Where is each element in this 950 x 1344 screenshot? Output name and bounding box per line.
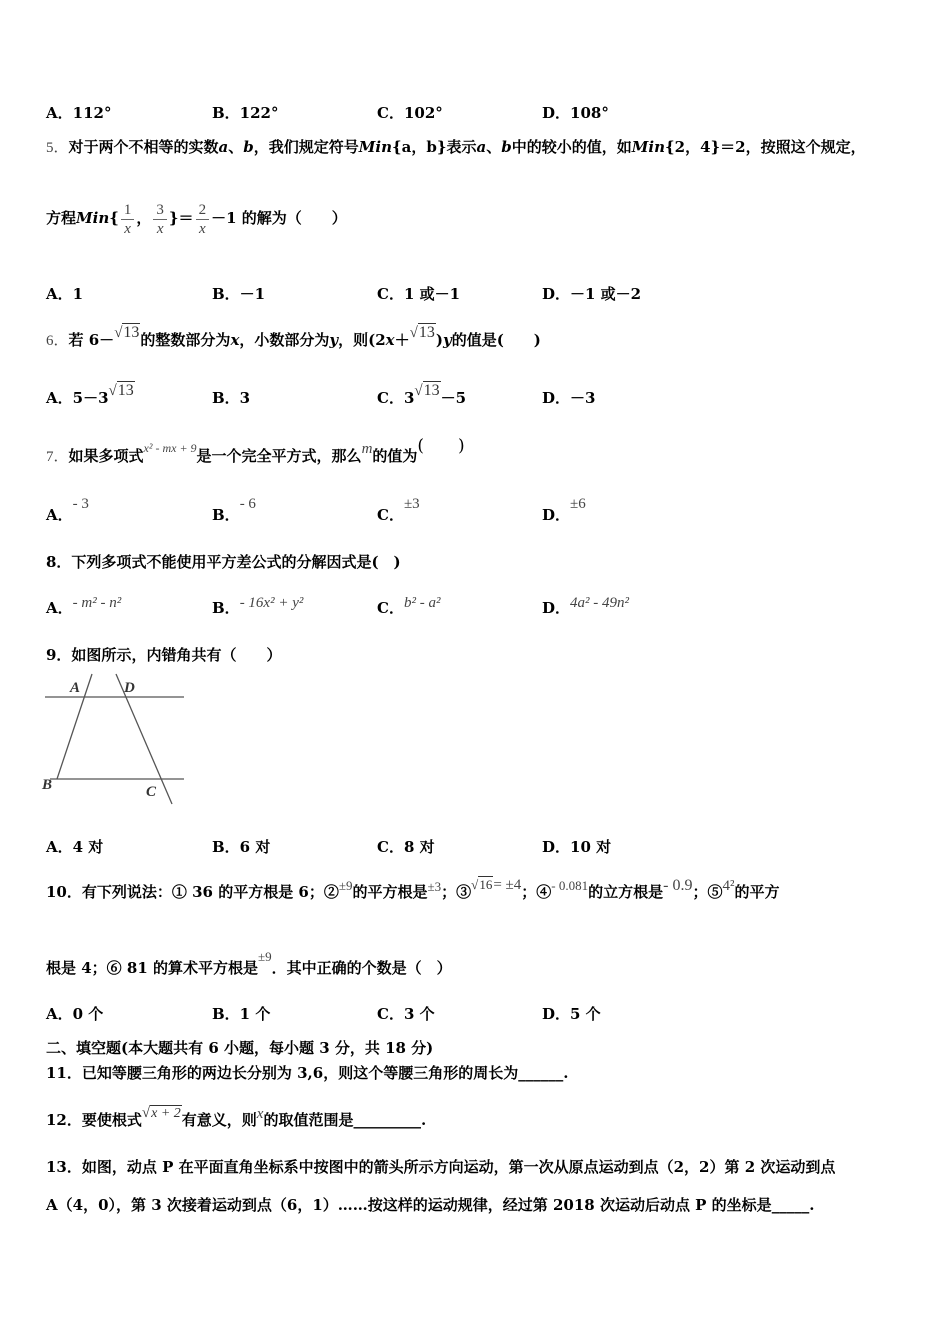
q5-text: 、 — [228, 138, 244, 156]
q6-text: ，则(2 — [338, 331, 386, 349]
label-c: C — [146, 784, 157, 800]
radicand: 13 — [123, 324, 140, 341]
q12-text: 有意义，则 — [181, 1111, 257, 1129]
q10-text: ；③ — [441, 883, 472, 901]
q4-option-c: C．102° — [377, 104, 443, 122]
q5-text: 对于两个不相等的实数 — [68, 138, 219, 156]
option-value: ±6 — [570, 496, 586, 512]
q5-option-a: A．1 — [46, 285, 84, 303]
q5-text: }＝ — [168, 209, 194, 227]
q5-fraction-1 — [121, 201, 135, 238]
q7-expression: x² - mx + 9 — [143, 441, 197, 455]
q5-text: 中的较小的值，如 — [511, 138, 632, 156]
q10-text: 10．有下列说法：① 36 的平方根是 6；② — [46, 883, 339, 901]
q9-option-d: D．10 对 — [542, 838, 612, 856]
q6-text: 的值是( ) — [451, 331, 541, 349]
q5-text: ， — [136, 209, 152, 227]
label-d: D — [124, 680, 135, 696]
q5-option-d: D．－1 或－2 — [542, 285, 642, 303]
q5-var: b — [243, 138, 254, 156]
q10-text: ．其中正确的个数是（ ） — [271, 959, 452, 977]
q10-text: 的平方根是 — [352, 883, 428, 901]
q8-option-b — [212, 590, 303, 627]
radicand: 13 — [117, 382, 134, 399]
q7-number: 7． — [46, 449, 69, 465]
fraction-numerator: 3 — [153, 201, 167, 220]
q5-min: Min — [631, 138, 665, 156]
q5-stem — [46, 137, 866, 158]
q10-option-b: B．1 个 — [212, 1005, 271, 1023]
q10-text: 的立方根是 — [588, 883, 664, 901]
option-label: A． — [46, 599, 73, 617]
q5-option-b: B．－1 — [212, 285, 266, 303]
option-text: A．5－3 — [46, 389, 109, 407]
q12-text: 的取值范围是_________. — [263, 1111, 427, 1129]
q13-stem-line1: 13．如图，动点 P 在平面直角坐标系中按图中的箭头所示方向运动，第一次从原点运动到点（2，2）第 2 次运动到点 — [46, 1158, 836, 1176]
q6-number: 6． — [46, 333, 69, 349]
q9-figure — [40, 672, 190, 807]
q10-option-c: C．3 个 — [377, 1005, 435, 1023]
q8-option-d — [542, 590, 629, 627]
q10-stem-line2 — [46, 949, 452, 979]
q10-expr: ±3 — [427, 879, 442, 894]
fraction-denominator: x — [156, 220, 164, 237]
q13-stem-line2: A（4，0），第 3 次接着运动到点（6，1）……按这样的运动规律，经过第 2018 次运动后动点 P 的坐标是_____. — [46, 1196, 815, 1214]
radicand: 13 — [423, 382, 440, 399]
option-label: A． — [46, 506, 73, 524]
q12-radical: √x + 2 — [141, 1105, 181, 1121]
q11-stem: 11．已知等腰三角形的两边长分别为 3,6，则这个等腰三角形的周长为______. — [46, 1064, 569, 1082]
q10-expr: ±9 — [338, 878, 353, 893]
q7-paren: ( ) — [417, 436, 465, 456]
q10-text: 的平方 — [734, 883, 780, 901]
q10-expr: 4² — [722, 878, 735, 894]
q6-radical: √13 — [108, 382, 134, 399]
q12-stem — [46, 1105, 427, 1132]
fraction-numerator: 2 — [196, 201, 210, 220]
q6-text: ＋ — [394, 331, 410, 349]
q5-min: Min — [76, 209, 110, 227]
option-label: B． — [212, 599, 240, 617]
option-text: C．3 — [377, 389, 415, 407]
option-value: - 16x² + y² — [239, 595, 304, 611]
q7-option-d — [542, 495, 586, 536]
q6-option-c — [377, 382, 467, 409]
q4-option-b: B．122° — [212, 104, 279, 122]
q6-var: y — [329, 331, 339, 349]
q6-var: y — [442, 331, 452, 349]
q5-option-c: C．1 或－1 — [377, 285, 461, 303]
radicand: x + 2 — [151, 1106, 181, 1121]
q7-text: 是一个完全平方式，那么 — [196, 447, 362, 465]
option-label: D． — [542, 599, 571, 617]
label-a: A — [70, 680, 81, 696]
option-value: 4a² - 49n² — [570, 595, 630, 611]
q10-option-a: A．0 个 — [46, 1005, 104, 1023]
q4-option-d: D．108° — [542, 104, 609, 122]
q10-expr: = ±4 — [493, 877, 522, 893]
q12-var: x — [256, 1106, 264, 1122]
option-value: b² - a² — [403, 595, 441, 611]
radicand: 13 — [418, 324, 435, 341]
q7-option-c — [377, 495, 420, 536]
section-title: 二、填空题(本大题共有 6 小题，每小题 3 分，共 18 分) — [46, 1039, 434, 1057]
q5-text: －1 的解为（ ） — [211, 209, 347, 227]
q9-option-c: C．8 对 — [377, 838, 435, 856]
q7-stem — [46, 436, 465, 467]
q9-stem: 9．如图所示，内错角共有（ ） — [46, 646, 282, 664]
q10-option-d: D．5 个 — [542, 1005, 601, 1023]
q6-radical: √13 — [114, 324, 140, 341]
option-label: D． — [542, 506, 571, 524]
option-value: - 6 — [239, 496, 256, 512]
q10-expr: - 0.9 — [663, 877, 693, 894]
q10-expr: - 0.081 — [551, 878, 589, 893]
q6-radical: √13 — [414, 382, 440, 399]
q5-text: 、 — [486, 138, 502, 156]
q10-expr: ±9 — [257, 949, 272, 964]
q8-option-a — [46, 590, 121, 627]
fraction-denominator: x — [124, 220, 131, 237]
q10-text: 根是 4；⑥ 81 的算术平方根是 — [46, 959, 258, 977]
q8-stem: 8．下列多项式不能使用平方差公式的分解因式是( ) — [46, 553, 401, 571]
radicand: 16 — [479, 877, 493, 892]
q8-option-c — [377, 590, 440, 627]
label-b: B — [42, 777, 53, 793]
q5-text: { — [109, 209, 119, 227]
q6-text: 若 6－ — [68, 331, 115, 349]
q10-text: ；④ — [521, 883, 552, 901]
q6-option-a — [46, 382, 135, 409]
q6-var: x — [230, 331, 240, 349]
q7-text: 如果多项式 — [68, 447, 144, 465]
option-label: C． — [377, 599, 404, 617]
option-text: －5 — [440, 389, 467, 407]
q5-number: 5． — [46, 140, 69, 156]
q7-option-a — [46, 495, 89, 536]
q6-text: 的整数部分为 — [140, 331, 231, 349]
q5-var: a — [476, 138, 487, 156]
fraction-denominator: x — [198, 220, 206, 237]
q5-var: a — [218, 138, 229, 156]
q6-text: ) — [435, 331, 443, 349]
q7-option-b — [212, 495, 256, 536]
q10-text: ；⑤ — [692, 883, 723, 901]
option-value: - m² - n² — [72, 595, 122, 611]
q7-text: 的值为 — [372, 447, 418, 465]
q9-option-a: A．4 对 — [46, 838, 104, 856]
q5-fraction-2 — [153, 201, 167, 238]
q5-text: {2，4}＝2，按照这个规定， — [665, 138, 866, 156]
q6-radical: √13 — [409, 324, 435, 341]
fraction-numerator: 1 — [121, 201, 135, 220]
q6-stem — [46, 324, 541, 351]
q5-equation — [46, 200, 347, 238]
q5-text: ，我们规定符号 — [253, 138, 359, 156]
option-label: C． — [377, 506, 404, 524]
q12-text: 12．要使根式 — [46, 1111, 142, 1129]
q5-fraction-3 — [196, 201, 210, 238]
q4-option-a: A．112° — [46, 104, 112, 122]
q6-option-d: D．－3 — [542, 389, 596, 407]
q6-text: ，小数部分为 — [239, 331, 330, 349]
q10-stem-line1 — [46, 877, 780, 903]
option-value: - 3 — [72, 496, 89, 512]
q7-var: m — [361, 441, 373, 457]
q9-option-b: B．6 对 — [212, 838, 271, 856]
q6-option-b: B．3 — [212, 389, 251, 407]
q5-text: {a，b}表示 — [392, 138, 477, 156]
q5-var: b — [501, 138, 512, 156]
q6-var: x — [385, 331, 395, 349]
q5-text: 方程 — [46, 209, 77, 227]
q5-min: Min — [358, 138, 393, 156]
option-value: ±3 — [403, 496, 420, 512]
option-label: B． — [212, 506, 240, 524]
q10-radical: √16 — [471, 877, 493, 892]
